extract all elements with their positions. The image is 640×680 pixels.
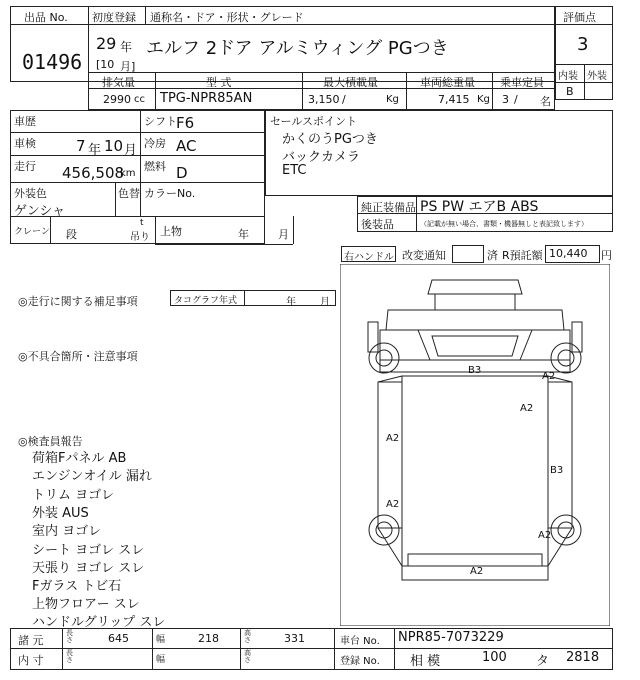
- mileage-value: 456,508: [62, 164, 125, 182]
- inspection-month: 10: [104, 137, 124, 155]
- capacity-unit: 名: [540, 95, 551, 108]
- divider: [140, 110, 141, 182]
- dims-label: 諸 元: [18, 634, 44, 647]
- ac-value: AC: [176, 137, 197, 155]
- damage-mark: B3: [468, 365, 482, 376]
- divider: [62, 628, 63, 670]
- inspector-line: ハンドルグリップ スレ: [32, 615, 166, 630]
- crane-hang-unit: 吊り: [130, 232, 150, 243]
- damage-mark: A2: [470, 566, 484, 577]
- color-code-label: カラーNo.: [144, 187, 196, 200]
- tachograph-label: タコグラフ年式: [174, 296, 238, 306]
- crane-ton-unit: t: [140, 218, 144, 228]
- upper-month-unit: 月: [278, 228, 289, 241]
- divider: [140, 182, 141, 216]
- gross-weight-value: 7,415: [438, 93, 470, 106]
- color-change-label: 色替: [118, 187, 140, 200]
- registration-year-unit: 年: [120, 40, 133, 54]
- history-label: 車歴: [14, 115, 36, 128]
- lot-number-label: 出品 No.: [24, 11, 68, 24]
- sales-point-label: セールスポイント: [270, 115, 358, 128]
- length-label: 長さ: [66, 649, 73, 664]
- first-registration-label: 初度登録: [92, 11, 136, 24]
- exterior-color-label: 外装色: [14, 187, 47, 200]
- inspector-line: 室内 ヨゴレ: [32, 524, 102, 539]
- divider: [10, 648, 613, 649]
- chassis-number: NPR85-7073229: [398, 630, 504, 645]
- displacement-value: 2990: [103, 93, 131, 106]
- inspector-line: 荷箱Fパネル AB: [32, 451, 127, 466]
- divider: [334, 628, 335, 670]
- chassis-label: 車台 No.: [340, 636, 380, 647]
- divider: [115, 182, 116, 216]
- transform-notice-label: 改変通知: [402, 249, 446, 262]
- divider: [406, 72, 407, 110]
- height-label: 高さ: [244, 629, 251, 644]
- inspector-line: エンジンオイル 漏れ: [32, 469, 152, 484]
- divider: [50, 216, 51, 244]
- equipment-value: PS PW エアB ABS: [420, 199, 539, 215]
- footer-frame: [10, 628, 613, 670]
- type-label: 型 式: [206, 76, 232, 89]
- crane-label: クレーン: [14, 227, 50, 237]
- height-label: 高さ: [244, 649, 251, 664]
- sales-point-line: バックカメラ: [282, 150, 361, 165]
- divider: [155, 244, 293, 245]
- gross-weight-unit: Kg: [477, 94, 490, 105]
- model-type: TPG-NPR85AN: [160, 91, 253, 106]
- transform-notice-box: [452, 245, 484, 263]
- max-load-separator: /: [342, 93, 346, 106]
- divider: [240, 628, 241, 670]
- crane-stage-unit: 段: [66, 228, 77, 241]
- upper-body-label: 上物: [160, 225, 182, 238]
- mileage-label: 走行: [14, 160, 36, 173]
- inspection-year-unit: 年: [88, 143, 102, 158]
- upper-year-unit: 年: [238, 228, 249, 241]
- equipment-label: 純正装備品: [361, 201, 416, 214]
- divider: [293, 216, 294, 244]
- inspector-line: Fガラス トビ石: [32, 579, 122, 594]
- damage-mark: A2: [542, 371, 556, 382]
- divider: [88, 88, 555, 89]
- recall-label: 済: [487, 249, 498, 262]
- gross-weight-label: 車両総重量: [420, 76, 475, 89]
- defects-label: ◎不具合箇所・注意事項: [18, 350, 138, 363]
- exterior-grade-label: 外装: [587, 71, 607, 82]
- width-value: 218: [198, 632, 219, 645]
- driving-notes-label: ◎走行に関する補足事項: [18, 295, 138, 308]
- inspector-line: トリム ヨゴレ: [32, 488, 115, 503]
- divider: [10, 182, 265, 183]
- displacement-unit: cc: [134, 94, 145, 105]
- recycle-fee-label: R預託額: [502, 249, 543, 262]
- inspector-line: 天張り ヨゴレ スレ: [32, 561, 145, 576]
- divider: [584, 64, 585, 100]
- registration-month-unit: 月]: [120, 60, 136, 73]
- divider: [394, 628, 395, 670]
- aftermarket-note: （記載が無い場合、書類・機器無しと表記致します）: [420, 220, 588, 228]
- shift-value: F6: [176, 114, 195, 132]
- score-value: 3: [577, 34, 589, 55]
- max-load-unit: Kg: [386, 94, 399, 105]
- interior-grade-label: 内装: [558, 71, 578, 82]
- divider: [155, 72, 156, 110]
- fuel-value: D: [176, 164, 188, 182]
- fuel-label: 燃料: [144, 160, 166, 173]
- capacity-value: 3: [502, 93, 509, 106]
- divider: [416, 196, 417, 232]
- vehicle-title: エルフ 2ドア アルミウィング PGつき: [146, 38, 449, 59]
- inspector-line: 上物フロアー スレ: [32, 597, 140, 612]
- aftermarket-label: 後装品: [361, 218, 394, 231]
- interior-grade: B: [566, 85, 574, 98]
- registration-year: 29: [96, 34, 117, 53]
- length-value: 645: [108, 632, 129, 645]
- registration-number: 2818: [566, 650, 600, 665]
- capacity-separator: /: [514, 93, 518, 106]
- divider: [492, 72, 493, 110]
- damage-mark: A2: [520, 403, 534, 414]
- registration-month: [10: [96, 58, 115, 71]
- inner-dims-label: 内 寸: [18, 654, 44, 667]
- sales-point-line: かくのうPGつき: [282, 132, 378, 147]
- sales-point-line: ETC: [282, 163, 307, 178]
- height-value: 331: [284, 632, 305, 645]
- damage-mark: B3: [550, 465, 564, 476]
- divider: [152, 628, 153, 670]
- tachograph-month-unit: 月: [320, 297, 330, 308]
- ac-label: 冷房: [144, 137, 166, 150]
- recycle-fee-unit: 円: [601, 249, 612, 262]
- max-load-value: 3,150: [308, 93, 340, 106]
- registration-class: 100: [482, 650, 507, 665]
- registration-kana: タ: [536, 654, 550, 669]
- divider: [302, 72, 303, 110]
- divider: [145, 6, 146, 24]
- width-label: 幅: [156, 635, 166, 645]
- damage-mark: A2: [386, 433, 400, 444]
- inspector-line: シート ヨゴレ スレ: [32, 543, 145, 558]
- inspector-line: 外装 AUS: [32, 506, 89, 521]
- damage-mark: A2: [538, 530, 552, 541]
- handle-type: 右ハンドル: [344, 252, 394, 263]
- registration-place: 相 模: [410, 654, 441, 669]
- tachograph-year-unit: 年: [286, 297, 296, 308]
- capacity-label: 乗車定員: [500, 76, 544, 89]
- divider: [155, 216, 156, 244]
- inspection-label: 車検: [14, 137, 36, 150]
- score-label: 評価点: [563, 11, 596, 24]
- registration-label: 登録 No.: [340, 656, 380, 667]
- length-label: 長さ: [66, 629, 73, 644]
- lot-number: 01496: [22, 50, 83, 74]
- damage-mark: A2: [386, 499, 400, 510]
- divider: [10, 132, 265, 133]
- model-label: 通称名・ドア・形状・グレード: [150, 11, 304, 24]
- mileage-unit: km: [120, 168, 136, 179]
- shift-label: シフト: [144, 115, 177, 128]
- max-load-label: 最大積載量: [323, 76, 378, 89]
- recycle-fee-value: 10,440: [549, 247, 588, 260]
- exterior-color-value: ゲンシャ: [14, 204, 66, 219]
- inspection-year: 7: [76, 137, 86, 155]
- displacement-label: 排気量: [102, 76, 135, 89]
- divider: [244, 290, 245, 306]
- divider: [10, 155, 265, 156]
- inspection-month-unit: 月: [124, 143, 138, 158]
- inspector-report-label: ◎検査員報告: [18, 435, 83, 448]
- width-label: 幅: [156, 655, 166, 665]
